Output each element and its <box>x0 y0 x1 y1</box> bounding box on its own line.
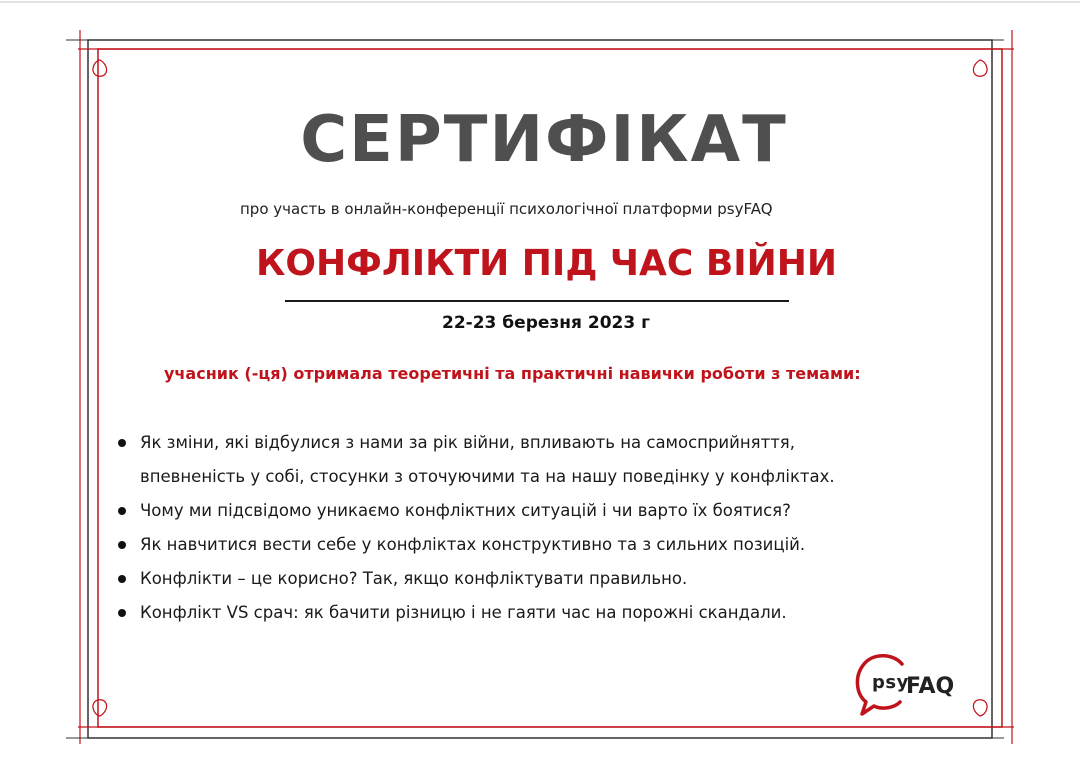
topic-line: впевненість у собі, стосунки з оточуючими та на нашу поведінку у конфліктах. <box>140 467 835 486</box>
topic-item <box>116 528 956 562</box>
logo-psy-text: psy <box>872 672 909 693</box>
bullet-icon <box>118 609 126 617</box>
bullet-icon <box>118 541 126 549</box>
topic-item <box>116 562 956 596</box>
corner-curl-bottom-right <box>973 700 987 716</box>
bullet-icon <box>118 439 126 447</box>
logo-faq-text: FAQ <box>906 674 955 699</box>
certificate-subtitle: про участь в онлайн-конференції психологічної платформи psyFAQ <box>240 200 773 218</box>
topic-line: Конфлікти – це корисно? Так, якщо конфліктувати правильно. <box>140 569 688 588</box>
topic-line: Конфлікт VS срач: як бачити різницю і не гаяти час на порожні скандали. <box>140 603 787 622</box>
topic-item <box>116 426 956 494</box>
corner-curl-top-left <box>93 60 107 76</box>
divider-rule <box>285 300 789 302</box>
topic-line: Чому ми підсвідомо уникаємо конфліктних ситуацій і чи варто їх боятися? <box>140 501 791 520</box>
conference-title: КОНФЛІКТИ ПІД ЧАС ВІЙНИ <box>256 243 838 284</box>
psyfaq-logo <box>852 650 972 720</box>
topic-line: Як зміни, які відбулися з нами за рік війни, впливають на самосприйняття, <box>140 433 795 452</box>
corner-curl-bottom-left <box>93 700 107 716</box>
conference-dates: 22-23 березня 2023 г <box>442 313 650 333</box>
topic-line: Як навчитися вести себе у конфліктах конструктивно та з сильних позицій. <box>140 535 806 554</box>
topics-list <box>116 426 956 630</box>
participant-statement: учасник (-ця) отримала теоретичні та практичні навички роботи з темами: <box>164 364 861 383</box>
corner-curl-top-right <box>973 60 987 76</box>
bullet-icon <box>118 507 126 515</box>
bullet-icon <box>118 575 126 583</box>
topic-item <box>116 494 956 528</box>
topic-item <box>116 596 956 630</box>
certificate-title: СЕРТИФІКАТ <box>300 103 788 177</box>
